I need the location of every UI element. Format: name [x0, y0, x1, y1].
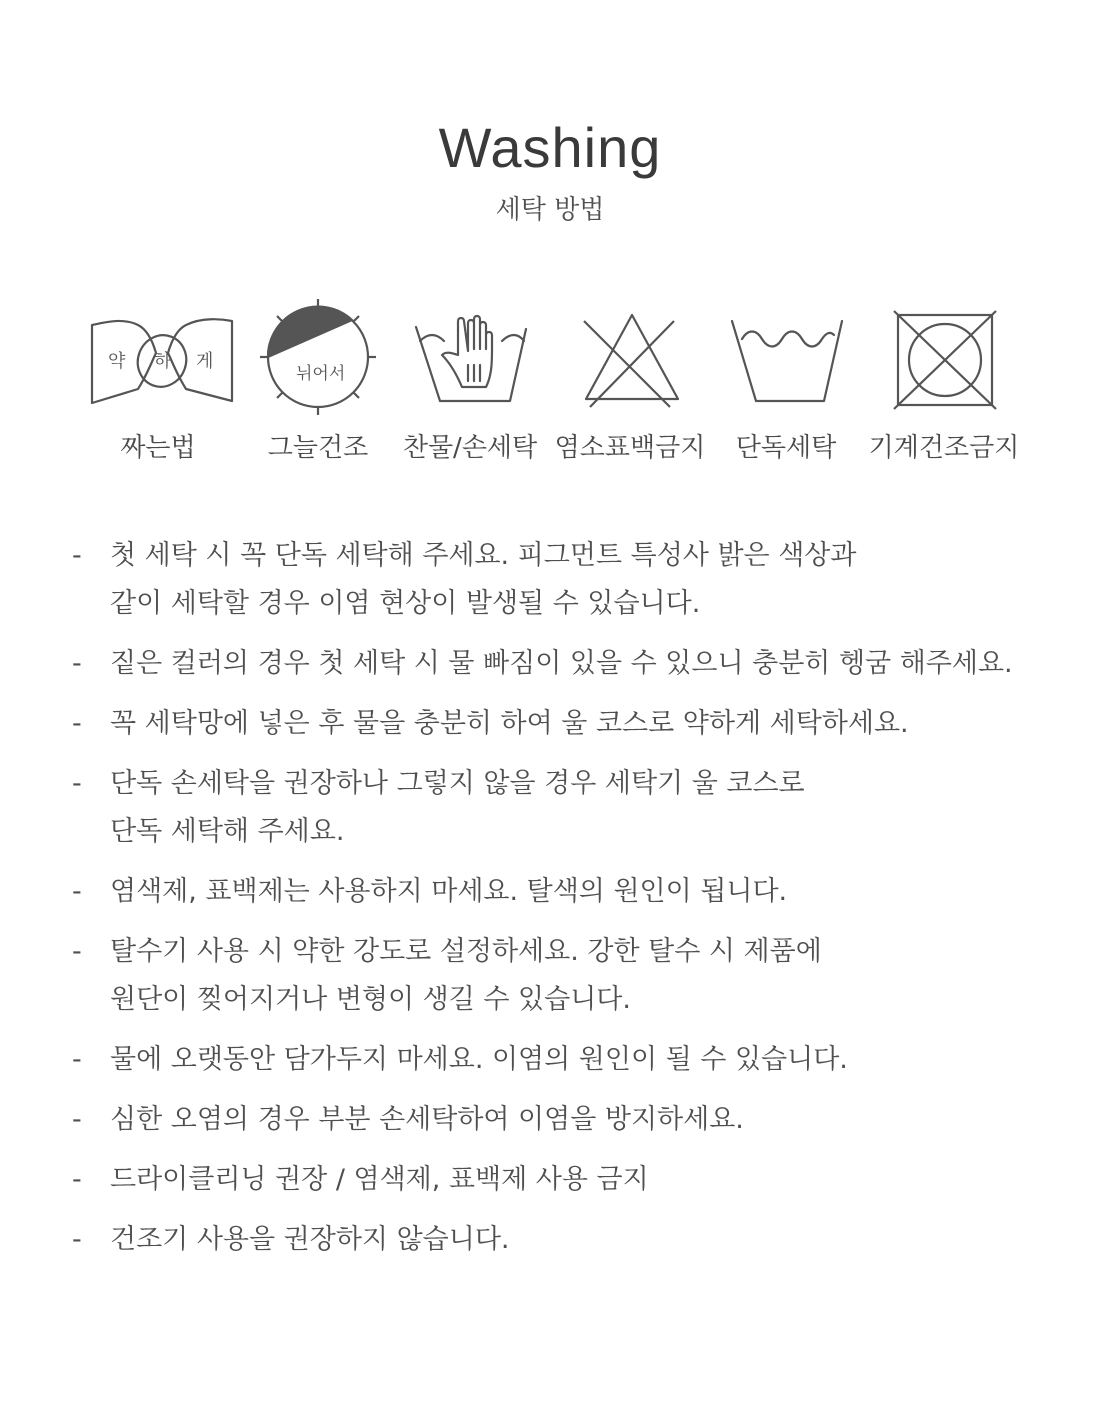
- note-line: 첫 세탁 시 꼭 단독 세탁해 주세요. 피그먼트 특성사 밝은 색상과: [110, 540, 857, 571]
- list-item: [0, 1096, 1100, 1144]
- list-item: [0, 868, 1100, 916]
- hand-wash-icon: [400, 295, 560, 415]
- page-title: Washing: [438, 116, 662, 179]
- note-line: 단독 손세탁을 권장하나 그렇지 않을 경우 세탁기 울 코스로: [110, 768, 805, 799]
- icon-label-hand-wash: 찬물/손세탁: [402, 433, 538, 463]
- list-dash: -: [72, 1044, 82, 1075]
- no-tumble-dry-icon: [880, 295, 1040, 415]
- list-item: [0, 1156, 1100, 1204]
- note-line: 같이 세탁할 경우 이염 현상이 발생될 수 있습니다.: [110, 588, 701, 619]
- note-line: 건조기 사용을 권장하지 않습니다.: [110, 1224, 510, 1255]
- list-item: [0, 760, 1100, 856]
- icon-label-wring: 짜는법: [120, 433, 196, 463]
- page-subtitle: 세탁 방법: [495, 195, 605, 225]
- list-item: [0, 700, 1100, 748]
- icon-label-wash-separately: 단독세탁: [735, 433, 837, 463]
- note-line: 탈수기 사용 시 약한 강도로 설정하세요. 강한 탈수 시 제품에: [110, 936, 822, 967]
- no-bleach-icon: [560, 295, 720, 415]
- note-line: 원단이 찢어지거나 변형이 생길 수 있습니다.: [110, 984, 631, 1015]
- note-line: 물에 오랫동안 담가두지 마세요. 이염의 원인이 될 수 있습니다.: [110, 1044, 848, 1075]
- wring-text-1: 약: [108, 351, 126, 372]
- list-dash: -: [72, 708, 82, 739]
- list-item: [0, 640, 1100, 688]
- note-line: 짙은 컬러의 경우 첫 세탁 시 물 빠짐이 있을 수 있으니 충분히 헹굼 해주세요.: [110, 648, 1013, 679]
- note-line: 심한 오염의 경우 부분 손세탁하여 이염을 방지하세요.: [110, 1104, 744, 1135]
- list-item: [0, 928, 1100, 1024]
- note-line: 드라이클리닝 권장 / 염색제, 표백제 사용 금지: [110, 1164, 649, 1195]
- shade-dry-text: 뉘어서: [296, 364, 346, 384]
- list-dash: -: [72, 1104, 82, 1135]
- list-dash: -: [72, 936, 82, 967]
- list-item: [0, 1216, 1100, 1264]
- wash-separately-icon: [720, 295, 880, 415]
- wring-text-3: 게: [196, 351, 214, 372]
- wring-gently-icon: [82, 295, 242, 415]
- note-line: 단독 세탁해 주세요.: [110, 816, 345, 847]
- shade-dry-icon: [240, 295, 400, 415]
- list-item: [0, 532, 1100, 628]
- care-notes-list: [0, 532, 1100, 1276]
- icon-label-no-bleach: 염소표백금지: [554, 433, 706, 463]
- list-dash: -: [72, 768, 82, 799]
- list-item: [0, 1036, 1100, 1084]
- list-dash: -: [72, 1164, 82, 1195]
- list-dash: -: [72, 540, 82, 571]
- list-dash: -: [72, 876, 82, 907]
- list-dash: -: [72, 1224, 82, 1255]
- wring-text-2: 하: [154, 351, 172, 372]
- list-dash: -: [72, 648, 82, 679]
- care-icons-row: [0, 295, 1100, 415]
- note-line: 염색제, 표백제는 사용하지 마세요. 탈색의 원인이 됩니다.: [110, 876, 788, 907]
- icon-label-no-tumble-dry: 기계건조금지: [868, 433, 1020, 463]
- icon-label-shade-dry: 그늘건조: [267, 433, 369, 463]
- note-line: 꼭 세탁망에 넣은 후 물을 충분히 하여 울 코스로 약하게 세탁하세요.: [110, 708, 909, 739]
